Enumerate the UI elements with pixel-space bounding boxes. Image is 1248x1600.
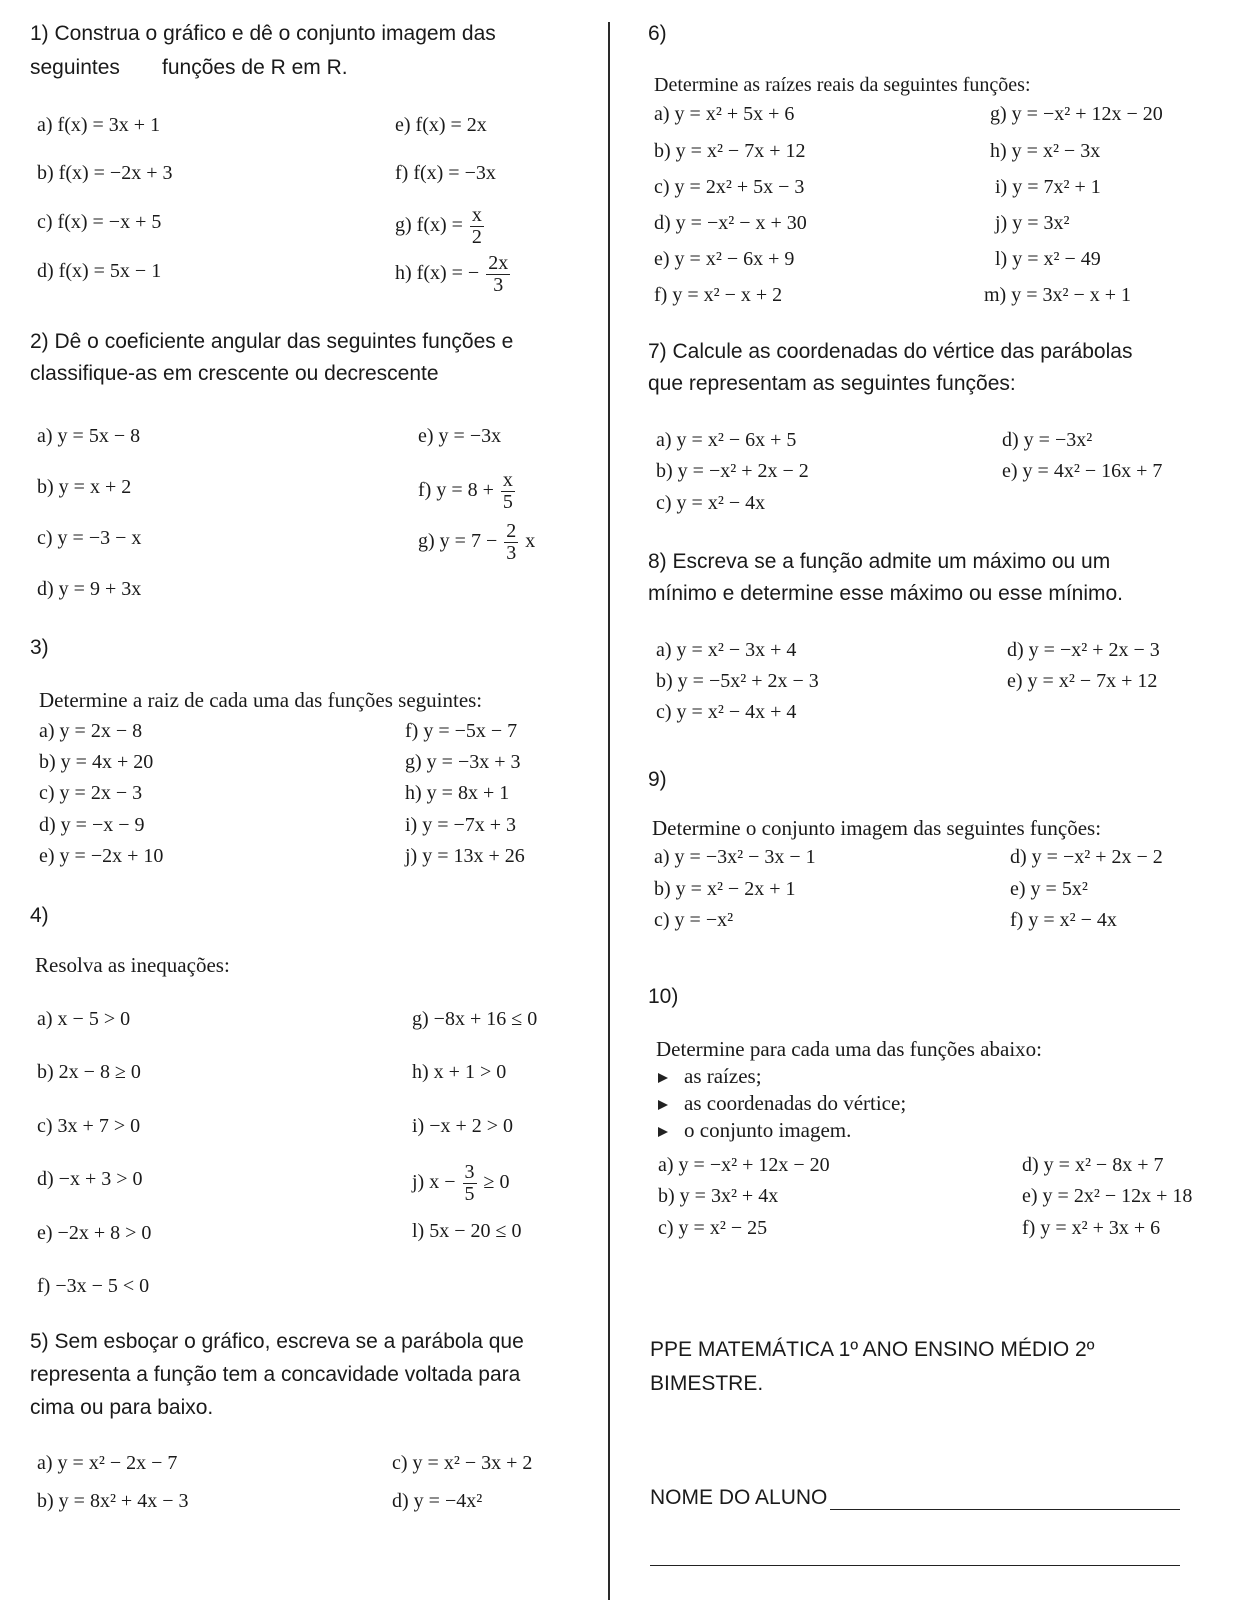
q1-item-g-fraction	[470, 205, 484, 248]
q2-item-f-fraction	[501, 470, 515, 513]
q3-item-d: d) y = −x − 9	[39, 814, 145, 836]
q1-item-c: c) f(x) = −x + 5	[37, 211, 162, 233]
q9-item-a: a) y = −3x² − 3x − 1	[654, 846, 816, 868]
q7-item-b: b) y = −x² + 2x − 2	[656, 460, 809, 482]
q10-bullet-3	[658, 1118, 851, 1143]
q4-item-j-fraction	[463, 1162, 477, 1205]
q1-item-a: a) f(x) = 3x + 1	[37, 114, 161, 136]
q1-h-denominator: 3	[493, 274, 504, 296]
q6-item-i: i) y = 7x² + 1	[995, 176, 1101, 198]
q8-item-a: a) y = x² − 3x + 4	[656, 639, 797, 661]
q4-item-c: c) 3x + 7 > 0	[37, 1115, 141, 1137]
q2-item-c: c) y = −3 − x	[37, 527, 142, 549]
q7-item-d: d) y = −3x²	[1002, 429, 1093, 451]
q3-number: 3)	[30, 636, 49, 659]
q9-item-e: e) y = 5x²	[1010, 878, 1088, 900]
q5-title-line3: cima ou para baixo.	[30, 1396, 214, 1419]
q4-item-a: a) x − 5 > 0	[37, 1008, 131, 1030]
q9-item-b: b) y = x² − 2x + 1	[654, 878, 796, 900]
q2-item-d: d) y = 9 + 3x	[37, 578, 142, 600]
q8-item-d: d) y = −x² + 2x − 3	[1007, 639, 1160, 661]
q2-item-f	[418, 470, 517, 513]
q10-bullet-1	[658, 1064, 762, 1089]
q6-item-b: b) y = x² − 7x + 12	[654, 140, 806, 162]
q1-title-line2b: funções de R em R.	[162, 56, 348, 79]
q4-item-j-text: j) x −	[412, 1171, 456, 1194]
q7-title-line1: 7) Calcule as coordenadas do vértice das parábolas	[648, 340, 1133, 363]
q1-item-g	[395, 205, 486, 248]
q2-f-numerator: x	[502, 469, 513, 491]
q8-title-line2: mínimo e determine esse máximo ou esse mínimo.	[648, 582, 1124, 605]
q1-item-g-text: g) f(x) =	[395, 214, 463, 237]
footer-line2: BIMESTRE.	[650, 1372, 764, 1395]
q3-item-f: f) y = −5x − 7	[405, 720, 518, 742]
q8-item-b: b) y = −5x² + 2x − 3	[656, 670, 819, 692]
q6-instruction: Determine as raízes reais da seguintes funções:	[654, 74, 1031, 96]
q10-bullet-1-text: as raízes;	[684, 1064, 762, 1088]
q10-bullet-2	[658, 1091, 906, 1116]
q1-title-line2a: seguintes	[30, 56, 120, 79]
q1-item-h	[395, 253, 512, 296]
q3-item-e: e) y = −2x + 10	[39, 845, 164, 867]
triangle-bullet-icon	[658, 1127, 668, 1137]
q4-item-j	[412, 1162, 509, 1205]
q1-item-b: b) f(x) = −2x + 3	[37, 162, 173, 184]
q1-g-denominator: 2	[471, 226, 482, 248]
q3-instruction: Determine a raiz de cada uma das funções seguintes:	[39, 688, 483, 712]
q6-item-g: g) y = −x² + 12x − 20	[990, 103, 1163, 125]
q1-item-h-text: h) f(x) = −	[395, 262, 480, 285]
triangle-bullet-icon	[658, 1100, 668, 1110]
q10-instruction: Determine para cada uma das funções abaixo:	[656, 1037, 1042, 1061]
q1-item-d: d) f(x) = 5x − 1	[37, 260, 162, 282]
q10-item-a: a) y = −x² + 12x − 20	[658, 1154, 830, 1176]
q6-item-c: c) y = 2x² + 5x − 3	[654, 176, 805, 198]
q2-item-g-text: g) y = 7 −	[418, 530, 498, 553]
q10-bullet-2-text: as coordenadas do vértice;	[684, 1091, 907, 1115]
q6-item-d: d) y = −x² − x + 30	[654, 212, 807, 234]
q4-item-f: f) −3x − 5 < 0	[37, 1275, 150, 1297]
q10-item-f: f) y = x² + 3x + 6	[1022, 1217, 1161, 1239]
q4-item-j-tail: ≥ 0	[483, 1171, 510, 1194]
q1-item-f: f) f(x) = −3x	[395, 162, 496, 184]
q1-h-numerator: 2x	[488, 252, 509, 274]
q10-item-d: d) y = x² − 8x + 7	[1022, 1154, 1164, 1176]
q6-item-e: e) y = x² − 6x + 9	[654, 248, 795, 270]
q8-item-e: e) y = x² − 7x + 12	[1007, 670, 1158, 692]
q4-item-i: i) −x + 2 > 0	[412, 1115, 514, 1137]
q2-item-b: b) y = x + 2	[37, 476, 132, 498]
q9-number: 9)	[648, 768, 667, 791]
q2-f-denominator: 5	[502, 491, 513, 513]
q4-number: 4)	[30, 904, 49, 927]
q1-item-h-fraction	[486, 253, 510, 296]
q2-item-a: a) y = 5x − 8	[37, 425, 141, 447]
q4-j-numerator: 3	[464, 1161, 475, 1183]
q6-item-j: j) y = 3x²	[995, 212, 1070, 234]
q2-item-e: e) y = −3x	[418, 425, 502, 447]
q2-item-g-tail: x	[525, 530, 536, 553]
q5-item-b: b) y = 8x² + 4x − 3	[37, 1490, 189, 1512]
q7-item-a: a) y = x² − 6x + 5	[656, 429, 797, 451]
q1-g-numerator: x	[471, 204, 482, 226]
q9-item-d: d) y = −x² + 2x − 2	[1010, 846, 1163, 868]
q4-item-e: e) −2x + 8 > 0	[37, 1222, 152, 1244]
q3-item-a: a) y = 2x − 8	[39, 720, 143, 742]
q3-item-j: j) y = 13x + 26	[405, 845, 525, 867]
q5-item-d: d) y = −4x²	[392, 1490, 483, 1512]
q4-item-b: b) 2x − 8 ≥ 0	[37, 1061, 141, 1083]
q6-number: 6)	[648, 22, 667, 45]
q7-item-c: c) y = x² − 4x	[656, 492, 766, 514]
q10-item-b: b) y = 3x² + 4x	[658, 1185, 779, 1207]
q4-item-d: d) −x + 3 > 0	[37, 1168, 143, 1190]
q6-item-f: f) y = x² − x + 2	[654, 284, 783, 306]
q8-item-c: c) y = x² − 4x + 4	[656, 701, 797, 723]
q1-item-e: e) f(x) = 2x	[395, 114, 487, 136]
q4-j-denominator: 5	[464, 1183, 475, 1205]
q10-item-c: c) y = x² − 25	[658, 1217, 768, 1239]
name-underline	[830, 1509, 1180, 1510]
q1-title-line1: 1) Construa o gráfico e dê o conjunto imagem das	[30, 22, 496, 45]
q3-item-h: h) y = 8x + 1	[405, 782, 510, 804]
q2-g-numerator: 2	[506, 520, 517, 542]
q10-bullet-3-text: o conjunto imagem.	[684, 1118, 852, 1142]
q2-g-denominator: 3	[506, 542, 517, 564]
q6-item-m: m) y = 3x² − x + 1	[984, 284, 1132, 306]
q3-item-c: c) y = 2x − 3	[39, 782, 143, 804]
q2-item-f-text: f) y = 8 +	[418, 479, 494, 502]
q3-item-g: g) y = −3x + 3	[405, 751, 521, 773]
q7-item-e: e) y = 4x² − 16x + 7	[1002, 460, 1163, 482]
name-label: NOME DO ALUNO	[650, 1486, 828, 1509]
triangle-bullet-icon	[658, 1073, 668, 1083]
q6-item-h: h) y = x² − 3x	[990, 140, 1101, 162]
q2-item-g-fraction	[504, 521, 518, 564]
q9-instruction: Determine o conjunto imagem das seguintes funções:	[652, 816, 1102, 840]
q10-number: 10)	[648, 985, 679, 1008]
q5-item-c: c) y = x² − 3x + 2	[392, 1452, 533, 1474]
footer-line1: PPE MATEMÁTICA 1º ANO ENSINO MÉDIO 2º	[650, 1338, 1095, 1361]
q4-item-g: g) −8x + 16 ≤ 0	[412, 1008, 538, 1030]
q3-item-b: b) y = 4x + 20	[39, 751, 154, 773]
q6-item-a: a) y = x² + 5x + 6	[654, 103, 795, 125]
q2-title-line1: 2) Dê o coeficiente angular das seguintes funções e	[30, 330, 514, 353]
q6-item-l: l) y = x² − 49	[995, 248, 1101, 270]
q10-item-e: e) y = 2x² − 12x + 18	[1022, 1185, 1193, 1207]
q4-instruction: Resolva as inequações:	[35, 953, 230, 977]
q9-item-c: c) y = −x²	[654, 909, 734, 931]
q2-item-g	[418, 521, 535, 564]
q5-title-line2: representa a função tem a concavidade voltada para	[30, 1363, 521, 1386]
q5-item-a: a) y = x² − 2x − 7	[37, 1452, 178, 1474]
q2-title-line2: classifique-as em crescente ou decrescente	[30, 362, 439, 385]
q9-item-f: f) y = x² − 4x	[1010, 909, 1117, 931]
second-underline	[650, 1565, 1180, 1566]
q8-title-line1: 8) Escreva se a função admite um máximo ou um	[648, 550, 1111, 573]
q7-title-line2: que representam as seguintes funções:	[648, 372, 1016, 395]
q4-item-l: l) 5x − 20 ≤ 0	[412, 1220, 522, 1242]
q4-item-h: h) x + 1 > 0	[412, 1061, 507, 1083]
q5-title-line1: 5) Sem esboçar o gráfico, escreva se a parábola que	[30, 1330, 524, 1353]
q3-item-i: i) y = −7x + 3	[405, 814, 517, 836]
column-divider	[608, 22, 610, 1600]
